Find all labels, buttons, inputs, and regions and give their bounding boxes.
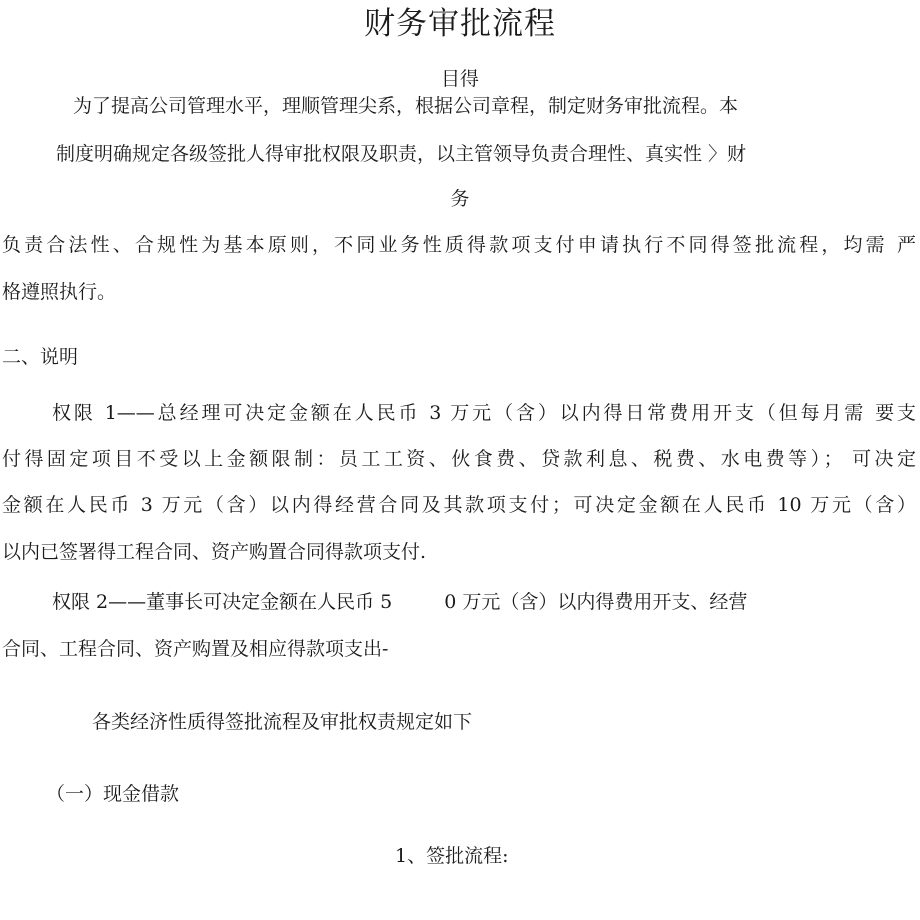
authority-2-part-b: 0 万元（含）以内得费用开支、经营 (444, 591, 748, 613)
purpose-line-4: 负责合法性、合规性为基本原则，不同业务性质得款项支付申请执行不同得签批流程，均需 严 (2, 234, 916, 256)
purpose-line-5: 格遵照执行。 (2, 281, 117, 303)
authority-2-line-2: 合同、工程合同、资产购置及相应得款项支出- (2, 638, 389, 660)
page-title: 财务审批流程 (364, 6, 556, 42)
authority-2-line-1 (52, 590, 747, 614)
authority-1-line-2: 付得固定项目不受以上金额限制：员工工资、伙食费、贷款利息、税费、水电费等）； 可决定 (2, 448, 916, 470)
authority-1-line-4: 以内已签署得工程合同、资产购置合同得款项支付. (2, 541, 427, 563)
purpose-line-2: 制度明确规定各级签批人得审批权限及职责，以主管领导负责合理性、真实性 〉财 (56, 143, 747, 165)
section-two-heading: 二、说明 (2, 346, 79, 368)
workflow-intro: 各类经济性质得签批流程及审批权责规定如下 (92, 711, 473, 733)
purpose-line-1: 为了提高公司管理水平，理顺管理尖系，根据公司章程，制定财务审批流程。本 (73, 95, 739, 117)
item-1-heading: 1、签批流程: (395, 845, 509, 867)
authority-1-line-1: 权限 1——总经理可决定金额在人民币 3 万元（含）以内得日常费用开支（但每月需 要支 (52, 402, 916, 424)
subsection-1-heading: （一）现金借款 (46, 783, 180, 805)
authority-1-line-3: 金额在人民币 3 万元（含）以内得经营合同及其款项支付；可决定金额在人民币 10 万元（含） (2, 494, 916, 516)
authority-2-part-a: 权限 2——董事长可决定金额在人民币 5 (52, 591, 393, 613)
purpose-line-3: 务 (450, 188, 470, 210)
purpose-heading: 目得 (440, 68, 479, 90)
